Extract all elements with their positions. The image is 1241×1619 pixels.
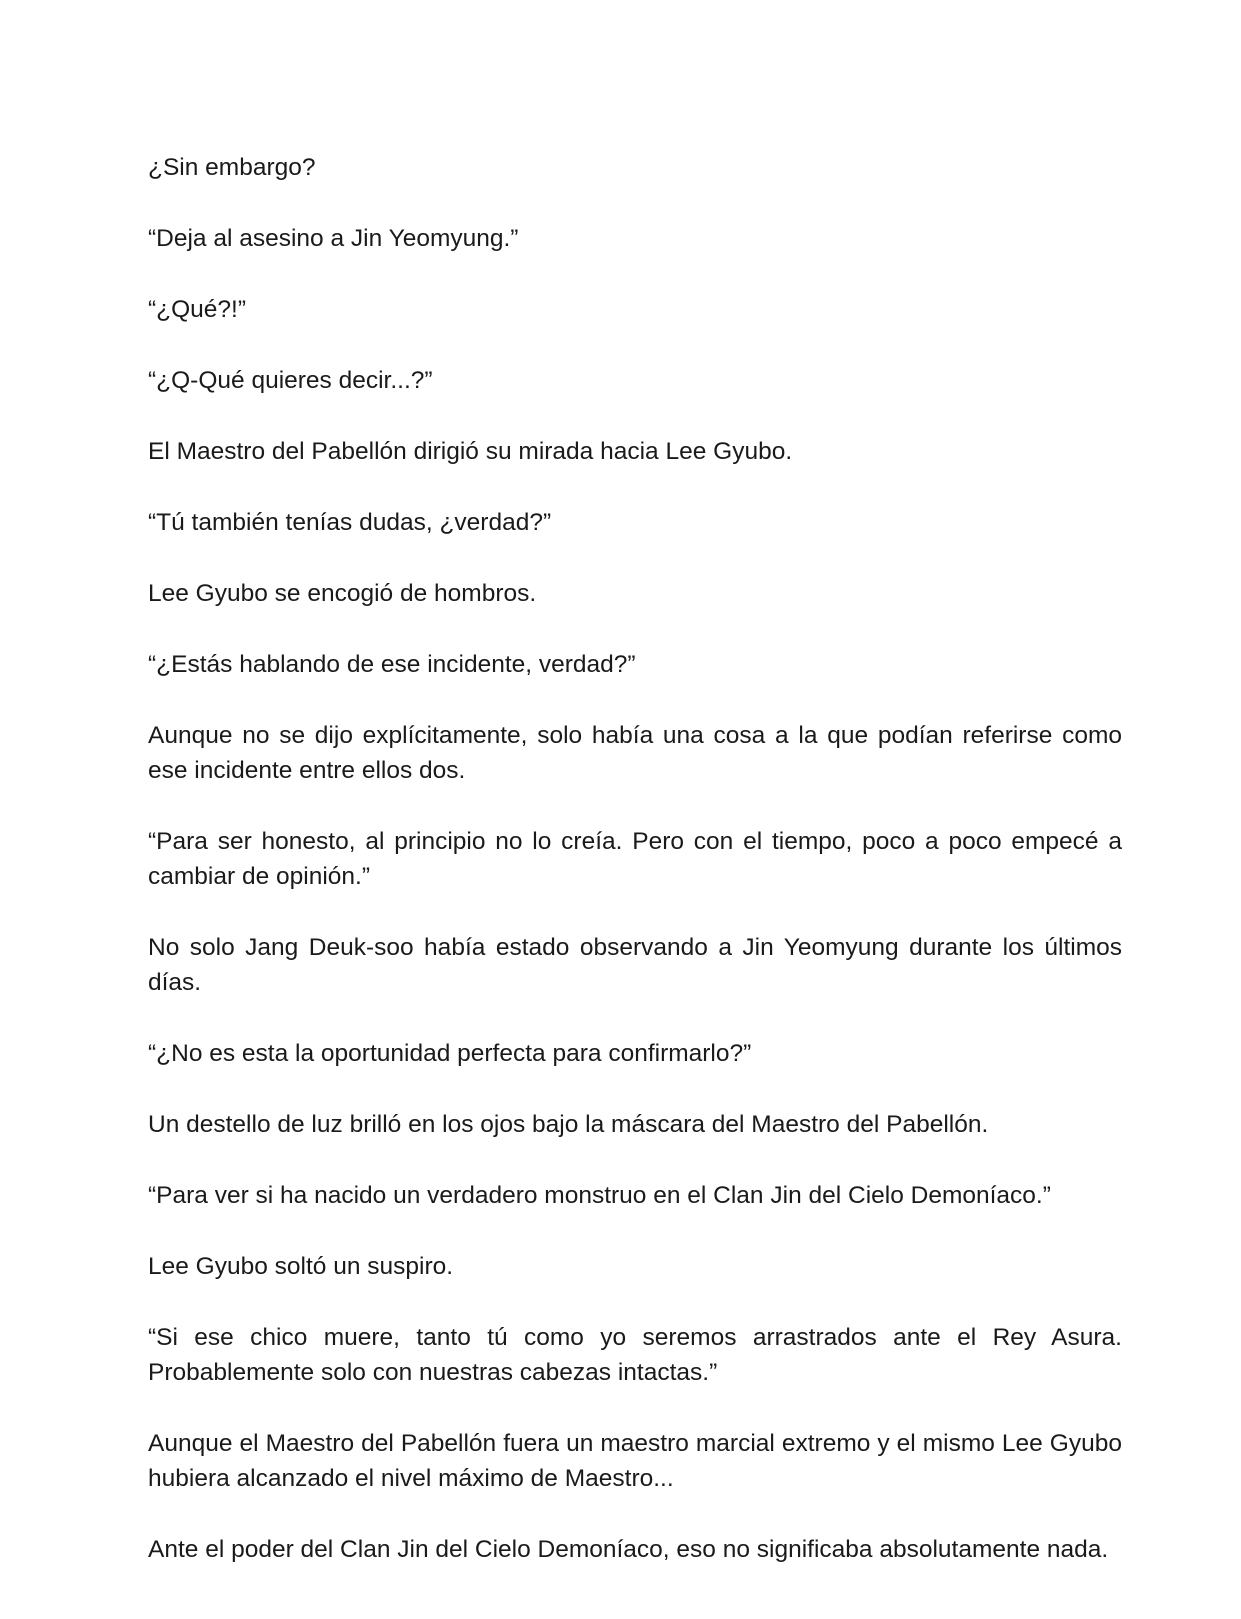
paragraph: Lee Gyubo soltó un suspiro. (148, 1253, 454, 1280)
paragraph: El Maestro del Pabellón dirigió su mirada hacia Lee Gyubo. (148, 438, 793, 465)
paragraph: Ante el poder del Clan Jin del Cielo Demoníaco, eso no significaba absolutamente nada. (148, 1536, 1109, 1563)
paragraph: “Para ver si ha nacido un verdadero monstruo en el Clan Jin del Cielo Demoníaco.” (148, 1182, 1051, 1209)
paragraph: Aunque no se dijo explícitamente, solo había una cosa a la que podían referirse como ese incidente entre ellos dos. (148, 722, 1122, 784)
paragraph: “Si ese chico muere, tanto tú como yo seremos arrastrados ante el Rey Asura. Probablemente solo con nuestras cabezas intactas.” (148, 1324, 1122, 1386)
paragraph: “Para ser honesto, al principio no lo creía. Pero con el tiempo, poco a poco empecé a cambiar de opinión.” (148, 828, 1122, 890)
paragraph: Un destello de luz brilló en los ojos bajo la máscara del Maestro del Pabellón. (148, 1111, 989, 1138)
paragraph: “Deja al asesino a Jin Yeomyung.” (148, 225, 519, 252)
document-body (148, 150, 1122, 1567)
paragraph: “Tú también tenías dudas, ¿verdad?” (148, 509, 552, 536)
paragraph: “¿Estás hablando de ese incidente, verdad?” (148, 651, 636, 678)
paragraph: No solo Jang Deuk-soo había estado observando a Jin Yeomyung durante los últimos días. (148, 934, 1122, 996)
paragraph: “¿No es esta la oportunidad perfecta para confirmarlo?” (148, 1040, 752, 1067)
paragraph: ¿Sin embargo? (148, 154, 316, 181)
paragraph: Lee Gyubo se encogió de hombros. (148, 580, 537, 607)
paragraph: Aunque el Maestro del Pabellón fuera un maestro marcial extremo y el mismo Lee Gyubo hubiera alcanzado el nivel máximo de Maestro... (148, 1430, 1122, 1492)
paragraph: “¿Q-Qué quieres decir...?” (148, 367, 433, 394)
paragraph: “¿Qué?!” (148, 296, 247, 323)
